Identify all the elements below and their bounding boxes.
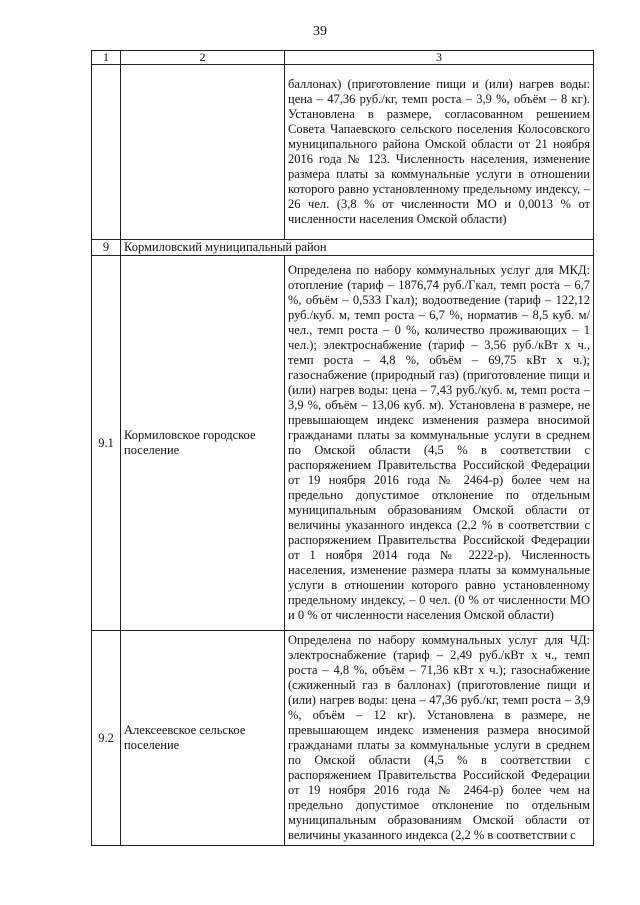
- row-name-cell: [121, 65, 285, 240]
- section-number: 9: [92, 240, 121, 256]
- section-row: [92, 240, 594, 256]
- table-row-9-1: [92, 256, 594, 631]
- column-header-3: 3: [285, 51, 594, 65]
- section-title: Кормиловский муниципальный район: [121, 240, 594, 256]
- row-number: 9.1: [92, 256, 121, 631]
- table-row-continuation: [92, 65, 594, 240]
- row-name: Алексеевское сельское поселение: [121, 631, 285, 846]
- page-number: 39: [313, 24, 327, 39]
- table-header-row: [92, 51, 594, 65]
- row-description: баллонах) (приготовление пищи и (или) нагрев воды: цена – 47,36 руб./кг, темп роста – 3,9 %, объём – 8 кг). Установлена в размере, согласованном решением Совета Чапаевского сельского поселения Колосовского муниципального района Омской области от 21 ноября 2016 года № 123. Численность населения, изменение размера платы за коммунальные услуги в отношении которого равно установленному предельному индексу, – 26 чел. (3,8 % от численности МО и 0,0013 % от численности населения Омской области): [285, 65, 594, 240]
- column-header-1: 1: [92, 51, 121, 65]
- tariff-table: [91, 50, 594, 846]
- row-number: 9.2: [92, 631, 121, 846]
- row-number-cell: [92, 65, 121, 240]
- column-header-2: 2: [121, 51, 285, 65]
- row-description: Определена по набору коммунальных услуг для МКД: отопление (тариф – 1876,74 руб./Гкал, темп роста – 6,7 %, объём – 0,533 Гкал); водоотведение (тариф – 122,12 руб./куб. м, темп роста – 6,7 %, норматив – 8,5 куб. м/чел., темп роста – 0 %, количество проживающих – 1 чел.); электроснабжение (тариф – 3,56 руб./кВт х ч., темп роста – 4,8 %, объём – 69,75 кВт х ч.); газоснабжение (природный газ) (приготовление пищи и (или) нагрев воды: цена – 7,43 руб./куб. м, темп роста – 3,9 %, объём – 13,06 куб. м). Установлена в размере, не превышающем индекс изменения размера вносимой гражданами платы за коммунальные услуги в среднем по Омской области (4,5 % в соответствии с распоряжением Правительства Российской Федерации от 19 ноября 2016 года № 2464-р) более чем на предельно допустимое отклонение по отдельным муниципальным образованиям Омской области от величины указанного индекса (2,2 % в соответствии с распоряжением Правительства Российской Федерации от 1 ноября 2014 года № 2222-р). Численность населения, изменение размера платы за коммунальные услуги в отношении которого равно установленному предельному индексу, – 0 чел. (0 % от численности МО и 0 % от численности населения Омской области): [285, 256, 594, 631]
- table-row-9-2: [92, 631, 594, 846]
- row-name: Кормиловское городское поселение: [121, 256, 285, 631]
- row-description: Определена по набору коммунальных услуг для ЧД: электроснабжение (тариф – 2,49 руб./кВт х ч., темп роста – 4,8 %, объём – 71,36 кВт х ч.); газоснабжение (сжиженный газ в баллонах) (приготовление пищи и (или) нагрев воды: цена – 47,36 руб./кг, темп роста – 3,9 %, объём – 12 кг). Установлена в размере, не превышающем индекс изменения размера вносимой гражданами платы за коммунальные услуги в среднем по Омской области (4,5 % в соответствии с распоряжением Правительства Российской Федерации от 19 ноября 2016 года № 2464-р) более чем на предельно допустимое отклонение по отдельным муниципальным образованиям Омской области от величины указанного индекса (2,2 % в соответствии с: [285, 631, 594, 846]
